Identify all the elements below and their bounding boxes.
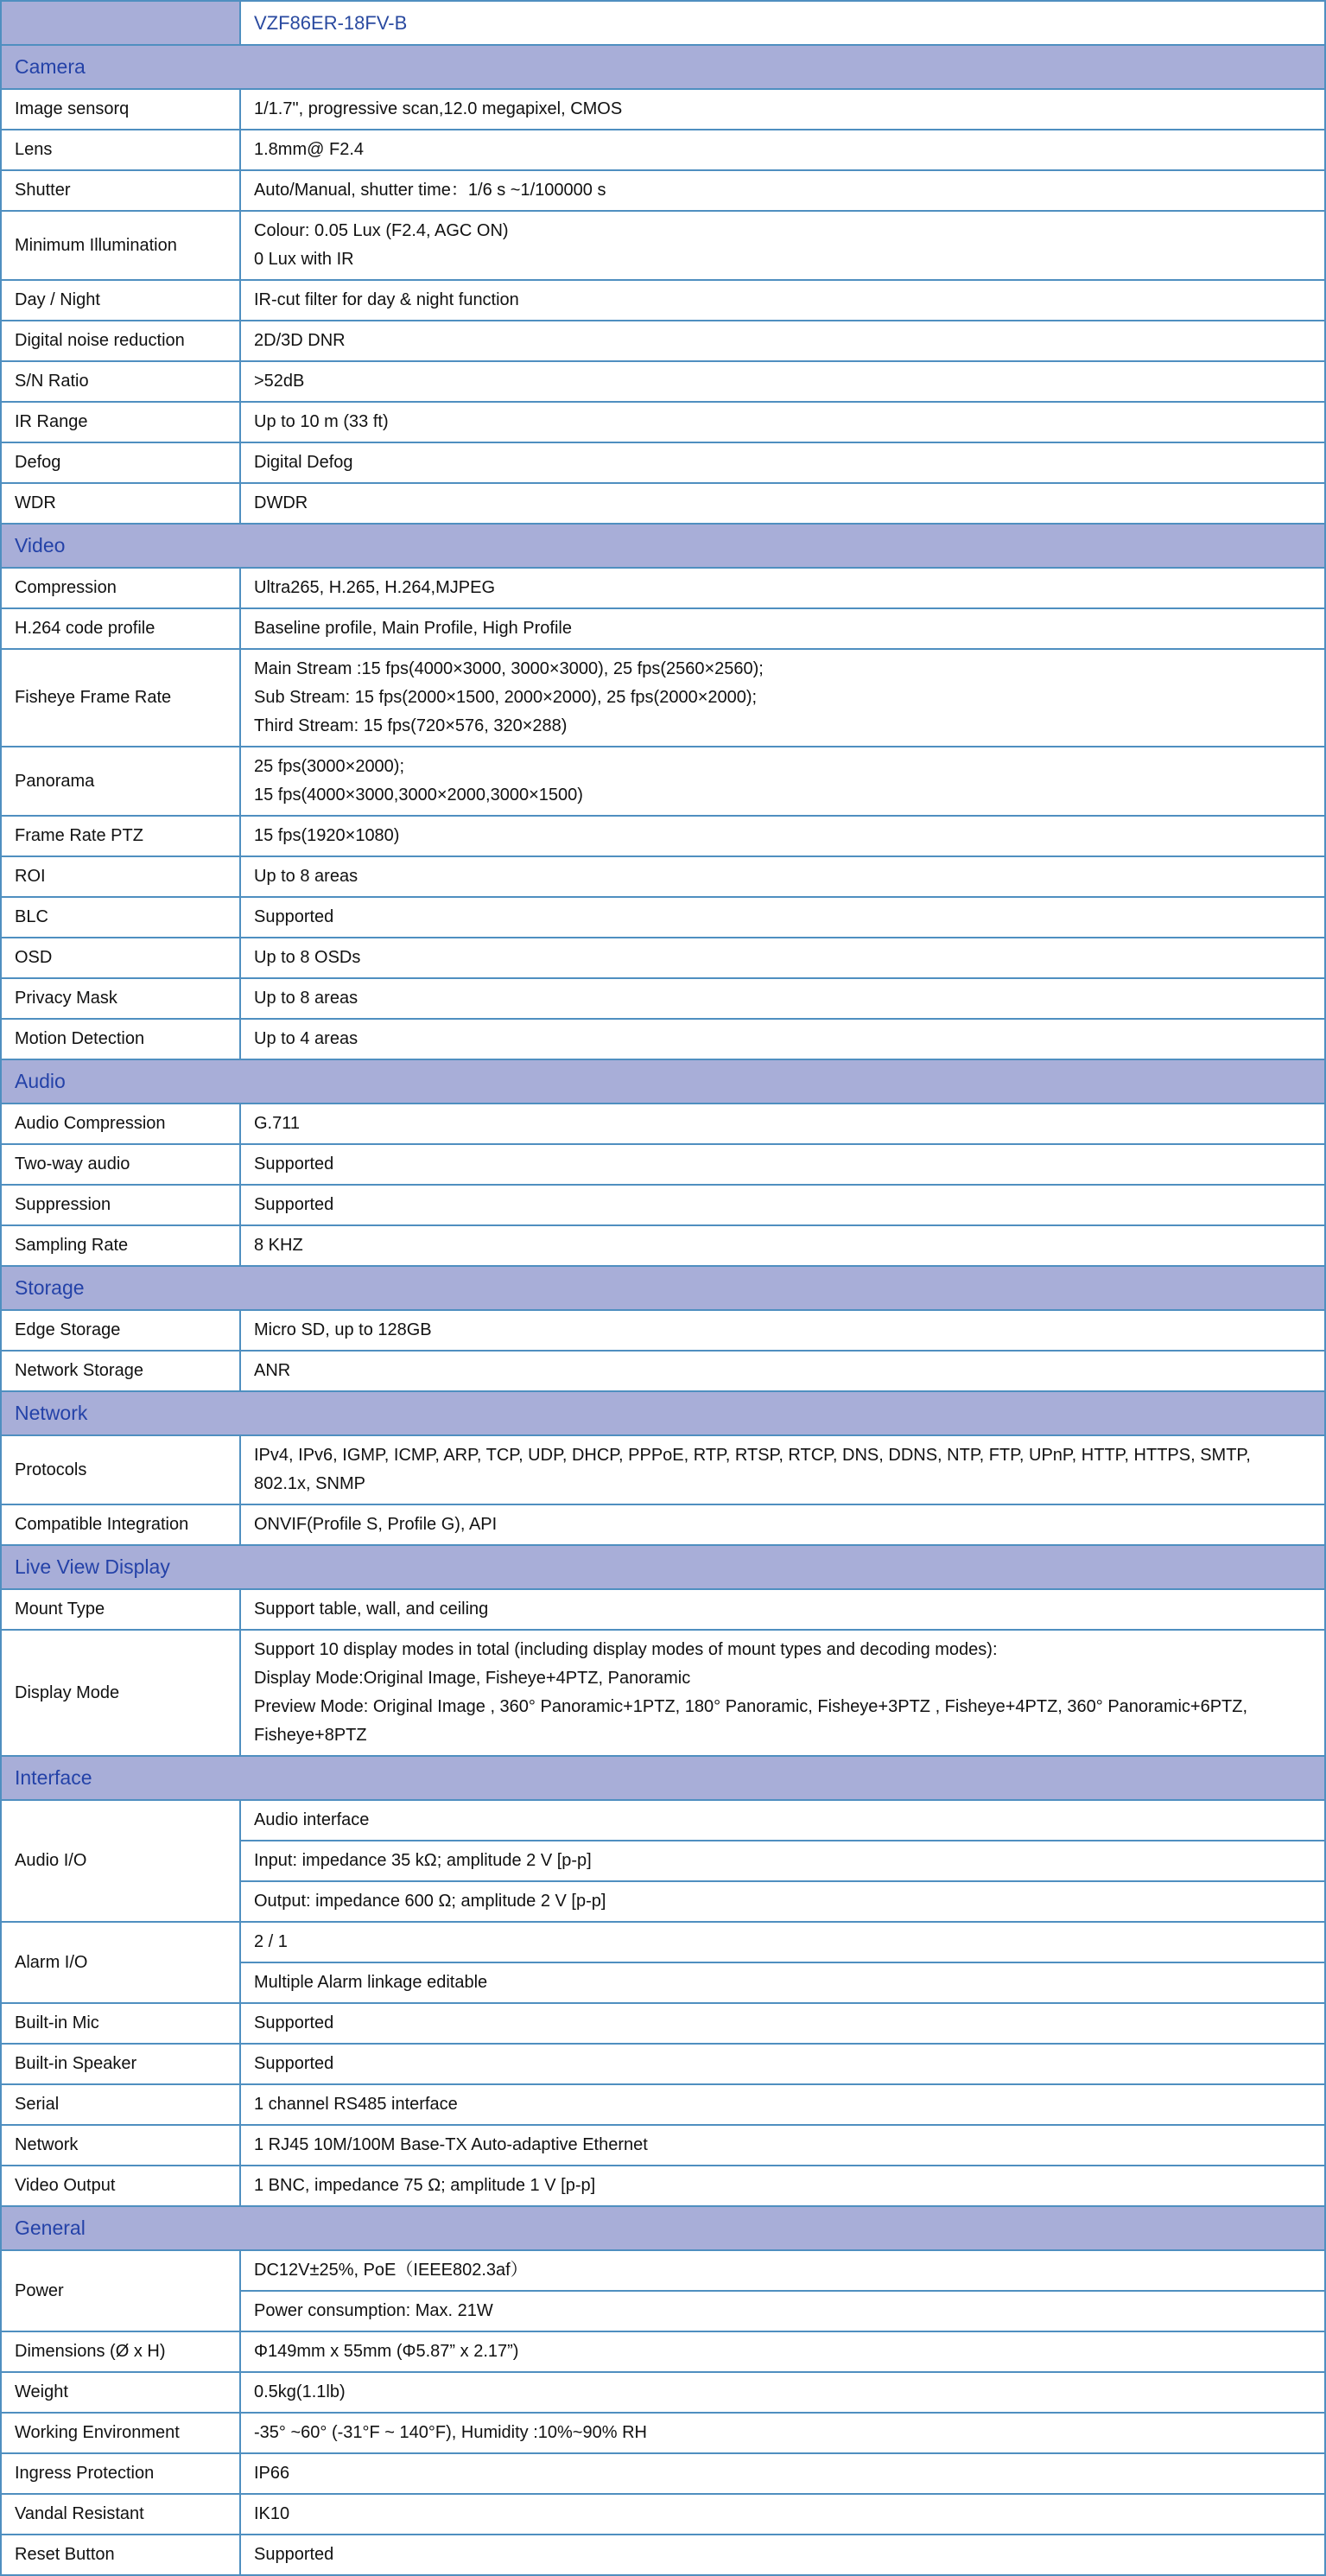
spec-value [240, 483, 1325, 524]
spec-label: S/N Ratio [1, 361, 240, 402]
section-audio [1, 1059, 1325, 1104]
spec-value-line: Supported [254, 1195, 334, 1214]
spec-value [240, 321, 1325, 361]
spec-value-line: 15 fps(4000×3000,3000×2000,3000×1500) [254, 786, 583, 805]
spec-value-line: Φ149mm x 55mm (Φ5.87” x 2.17”) [254, 2342, 519, 2361]
spec-label: Serial [1, 2084, 240, 2125]
spec-value [240, 1225, 1325, 1266]
section-title: Live View Display [1, 1545, 1325, 1589]
spec-label: Shutter [1, 170, 240, 211]
spec-row [1, 89, 1325, 130]
section-title: Camera [1, 45, 1325, 89]
spec-value [240, 1351, 1325, 1391]
spec-value-line: IR-cut filter for day & night function [254, 290, 519, 309]
spec-value [240, 89, 1325, 130]
spec-value-line: Supported [254, 907, 334, 926]
spec-value [240, 856, 1325, 897]
spec-row [1, 280, 1325, 321]
spec-value-line: Support table, wall, and ceiling [254, 1600, 489, 1619]
spec-row [1, 1310, 1325, 1351]
spec-row [1, 483, 1325, 524]
spec-label: Alarm I/O [1, 1922, 240, 2003]
spec-row [1, 170, 1325, 211]
model-row-blank-cell [1, 1, 240, 45]
spec-value [240, 2372, 1325, 2413]
spec-value-line: Supported [254, 2013, 334, 2032]
spec-value [240, 649, 1325, 747]
spec-label: Frame Rate PTZ [1, 816, 240, 856]
spec-value-line: Up to 8 OSDs [254, 948, 361, 967]
spec-value-line: 25 fps(3000×2000); [254, 757, 405, 776]
spec-value-line: Up to 4 areas [254, 1029, 358, 1048]
spec-label: Motion Detection [1, 1019, 240, 1059]
spec-label: Network [1, 2125, 240, 2166]
spec-label: Reset Button [1, 2535, 240, 2575]
spec-value-line: Sub Stream: 15 fps(2000×1500, 2000×2000), 25 fps(2000×2000); [254, 688, 758, 707]
spec-row [1, 2331, 1325, 2372]
spec-row [1, 1144, 1325, 1185]
spec-row [1, 1630, 1325, 1756]
spec-value [240, 1185, 1325, 1225]
spec-value-line: 1.8mm@ F2.4 [254, 140, 365, 159]
spec-value-line: ONVIF(Profile S, Profile G), API [254, 1515, 498, 1534]
spec-row [1, 361, 1325, 402]
spec-label: Image sensorq [1, 89, 240, 130]
spec-label: Suppression [1, 1185, 240, 1225]
spec-value [240, 897, 1325, 938]
spec-value-line: IK10 [254, 2504, 290, 2523]
section-storage [1, 1266, 1325, 1310]
spec-row [1, 649, 1325, 747]
spec-row [1, 1185, 1325, 1225]
section-video [1, 524, 1325, 568]
spec-label: Minimum Illumination [1, 211, 240, 280]
spec-value-line: 15 fps(1920×1080) [254, 826, 400, 845]
spec-row [1, 2535, 1325, 2575]
spec-value-line: 0 Lux with IR [254, 250, 354, 269]
spec-label: H.264 code profile [1, 608, 240, 649]
spec-value [240, 2494, 1325, 2535]
spec-label: Privacy Mask [1, 978, 240, 1019]
spec-value-line: 1 BNC, impedance 75 Ω; amplitude 1 V [p-p] [254, 2176, 596, 2195]
spec-label: Mount Type [1, 1589, 240, 1630]
spec-value-line: 1/1.7", progressive scan,12.0 megapixel, CMOS [254, 99, 623, 118]
spec-row [1, 1225, 1325, 1266]
spec-value-line: -35° ~60° (-31°F ~ 140°F), Humidity :10%~90% RH [254, 2423, 647, 2442]
spec-row [1, 2413, 1325, 2453]
spec-value [240, 1630, 1325, 1756]
spec-label: Two-way audio [1, 1144, 240, 1185]
model-name: VZF86ER-18FV-B [240, 1, 1325, 45]
spec-row [1, 2453, 1325, 2494]
spec-value-line: 8 KHZ [254, 1236, 303, 1255]
spec-value: Audio interface [240, 1800, 1325, 1841]
spec-row [1, 816, 1325, 856]
spec-value [240, 280, 1325, 321]
spec-label: Display Mode [1, 1630, 240, 1756]
spec-value-line: G.711 [254, 1114, 300, 1133]
spec-value [240, 2535, 1325, 2575]
spec-row [1, 1351, 1325, 1391]
spec-value-line: >52dB [254, 372, 305, 391]
spec-value-line: ANR [254, 1361, 291, 1380]
spec-label: Protocols [1, 1435, 240, 1504]
section-network [1, 1391, 1325, 1435]
spec-label: Day / Night [1, 280, 240, 321]
model-row [1, 1, 1325, 45]
spec-value [240, 568, 1325, 608]
spec-row [1, 568, 1325, 608]
spec-row [1, 211, 1325, 280]
spec-value [240, 211, 1325, 280]
spec-value: Multiple Alarm linkage editable [240, 1962, 1325, 2003]
spec-value-line: Main Stream :15 fps(4000×3000, 3000×3000), 25 fps(2560×2560); [254, 659, 764, 678]
spec-value-line: Colour: 0.05 Lux (F2.4, AGC ON) [254, 221, 509, 240]
spec-value-line: 0.5kg(1.1lb) [254, 2382, 346, 2401]
spec-label: Vandal Resistant [1, 2494, 240, 2535]
spec-row [1, 747, 1325, 816]
spec-row [1, 2250, 1325, 2291]
spec-label: BLC [1, 897, 240, 938]
spec-label: Defog [1, 442, 240, 483]
spec-value [240, 2413, 1325, 2453]
spec-row [1, 402, 1325, 442]
spec-value-line: Micro SD, up to 128GB [254, 1320, 432, 1339]
spec-value-line: Up to 8 areas [254, 867, 358, 886]
spec-row [1, 938, 1325, 978]
spec-value: DC12V±25%, PoE（IEEE802.3af） [240, 2250, 1325, 2291]
spec-value-line: Ultra265, H.265, H.264,MJPEG [254, 578, 496, 597]
spec-row [1, 1435, 1325, 1504]
spec-label: ROI [1, 856, 240, 897]
spec-row [1, 1104, 1325, 1144]
spec-row [1, 608, 1325, 649]
spec-row [1, 2044, 1325, 2084]
spec-value-line: Preview Mode: Original Image , 360° Panoramic+1PTZ, 180° Panoramic, Fisheye+3PTZ , Fisheye+4PTZ, 360° Panoramic+6PTZ, Fisheye+8PTZ [254, 1697, 1248, 1745]
spec-row [1, 442, 1325, 483]
spec-value [240, 1435, 1325, 1504]
spec-label: Fisheye Frame Rate [1, 649, 240, 747]
spec-table-body [1, 1, 1325, 2575]
section-title: General [1, 2206, 1325, 2250]
spec-label: WDR [1, 483, 240, 524]
spec-value-line: Support 10 display modes in total (including display modes of mount types and decoding modes): [254, 1640, 998, 1659]
spec-value [240, 1310, 1325, 1351]
spec-row [1, 2494, 1325, 2535]
spec-label: Built-in Speaker [1, 2044, 240, 2084]
spec-value: Power consumption: Max. 21W [240, 2291, 1325, 2331]
spec-value-line: DWDR [254, 493, 308, 512]
spec-value [240, 1144, 1325, 1185]
spec-label: Video Output [1, 2166, 240, 2206]
spec-label: Power [1, 2250, 240, 2331]
section-title: Storage [1, 1266, 1325, 1310]
spec-value [240, 816, 1325, 856]
spec-value [240, 361, 1325, 402]
spec-value-line: Baseline profile, Main Profile, High Profile [254, 619, 572, 638]
spec-label: Built-in Mic [1, 2003, 240, 2044]
spec-value [240, 2166, 1325, 2206]
spec-value [240, 938, 1325, 978]
spec-label: Weight [1, 2372, 240, 2413]
spec-value [240, 2044, 1325, 2084]
spec-value-line: Digital Defog [254, 453, 353, 472]
spec-label: Ingress Protection [1, 2453, 240, 2494]
section-general [1, 2206, 1325, 2250]
spec-value [240, 402, 1325, 442]
spec-value-line: 1 channel RS485 interface [254, 2095, 458, 2114]
spec-value: Input: impedance 35 kΩ; amplitude 2 V [p-p] [240, 1841, 1325, 1881]
spec-label: OSD [1, 938, 240, 978]
spec-value [240, 2125, 1325, 2166]
spec-label: Edge Storage [1, 1310, 240, 1351]
spec-label: Lens [1, 130, 240, 170]
spec-value [240, 978, 1325, 1019]
section-camera [1, 45, 1325, 89]
spec-row [1, 1922, 1325, 1962]
spec-value: Output: impedance 600 Ω; amplitude 2 V [p-p] [240, 1881, 1325, 1922]
spec-value-line: Supported [254, 2054, 334, 2073]
spec-row [1, 2372, 1325, 2413]
section-title: Video [1, 524, 1325, 568]
spec-row [1, 978, 1325, 1019]
spec-value-line: Supported [254, 2545, 334, 2564]
spec-value-line: IP66 [254, 2464, 290, 2483]
section-title: Audio [1, 1059, 1325, 1104]
spec-label: Compression [1, 568, 240, 608]
spec-value-line: Display Mode:Original Image, Fisheye+4PTZ, Panoramic [254, 1669, 691, 1688]
spec-value-line: Up to 8 areas [254, 989, 358, 1008]
spec-value [240, 1104, 1325, 1144]
spec-label: Panorama [1, 747, 240, 816]
spec-row [1, 2125, 1325, 2166]
spec-value [240, 747, 1325, 816]
section-title: Network [1, 1391, 1325, 1435]
spec-value [240, 2003, 1325, 2044]
section-interface [1, 1756, 1325, 1800]
spec-value [240, 2331, 1325, 2372]
spec-label: Network Storage [1, 1351, 240, 1391]
spec-label: IR Range [1, 402, 240, 442]
spec-label: Audio Compression [1, 1104, 240, 1144]
section-title: Interface [1, 1756, 1325, 1800]
spec-value-line: Up to 10 m (33 ft) [254, 412, 389, 431]
spec-value [240, 130, 1325, 170]
spec-label: Dimensions (Ø x H) [1, 2331, 240, 2372]
spec-value-line: Auto/Manual, shutter time：1/6 s ~1/100000 s [254, 181, 606, 200]
spec-row [1, 2003, 1325, 2044]
spec-row [1, 130, 1325, 170]
spec-value-line: 2D/3D DNR [254, 331, 346, 350]
spec-value [240, 442, 1325, 483]
spec-value-line: Supported [254, 1154, 334, 1174]
spec-value-line: Third Stream: 15 fps(720×576, 320×288) [254, 716, 568, 735]
spec-value [240, 2453, 1325, 2494]
spec-label: Working Environment [1, 2413, 240, 2453]
spec-value [240, 1589, 1325, 1630]
spec-row [1, 1800, 1325, 1841]
spec-label: Sampling Rate [1, 1225, 240, 1266]
spec-value-line: 1 RJ45 10M/100M Base-TX Auto-adaptive Ethernet [254, 2135, 648, 2154]
spec-row [1, 1589, 1325, 1630]
spec-value-line: IPv4, IPv6, IGMP, ICMP, ARP, TCP, UDP, DHCP, PPPoE, RTP, RTSP, RTCP, DNS, DDNS, NTP, FTP, UPnP, HTTP, HTTPS, SMTP, 802.1x, SNMP [254, 1446, 1251, 1493]
spec-row [1, 856, 1325, 897]
section-live-view-display [1, 1545, 1325, 1589]
spec-label: Compatible Integration [1, 1504, 240, 1545]
spec-row [1, 1019, 1325, 1059]
spec-value [240, 170, 1325, 211]
spec-row [1, 897, 1325, 938]
spec-value [240, 1504, 1325, 1545]
spec-row [1, 2084, 1325, 2125]
spec-value [240, 608, 1325, 649]
spec-label: Audio I/O [1, 1800, 240, 1922]
spec-row [1, 1504, 1325, 1545]
spec-row [1, 2166, 1325, 2206]
spec-row [1, 321, 1325, 361]
spec-value: 2 / 1 [240, 1922, 1325, 1962]
spec-value [240, 2084, 1325, 2125]
spec-label: Digital noise reduction [1, 321, 240, 361]
spec-value [240, 1019, 1325, 1059]
